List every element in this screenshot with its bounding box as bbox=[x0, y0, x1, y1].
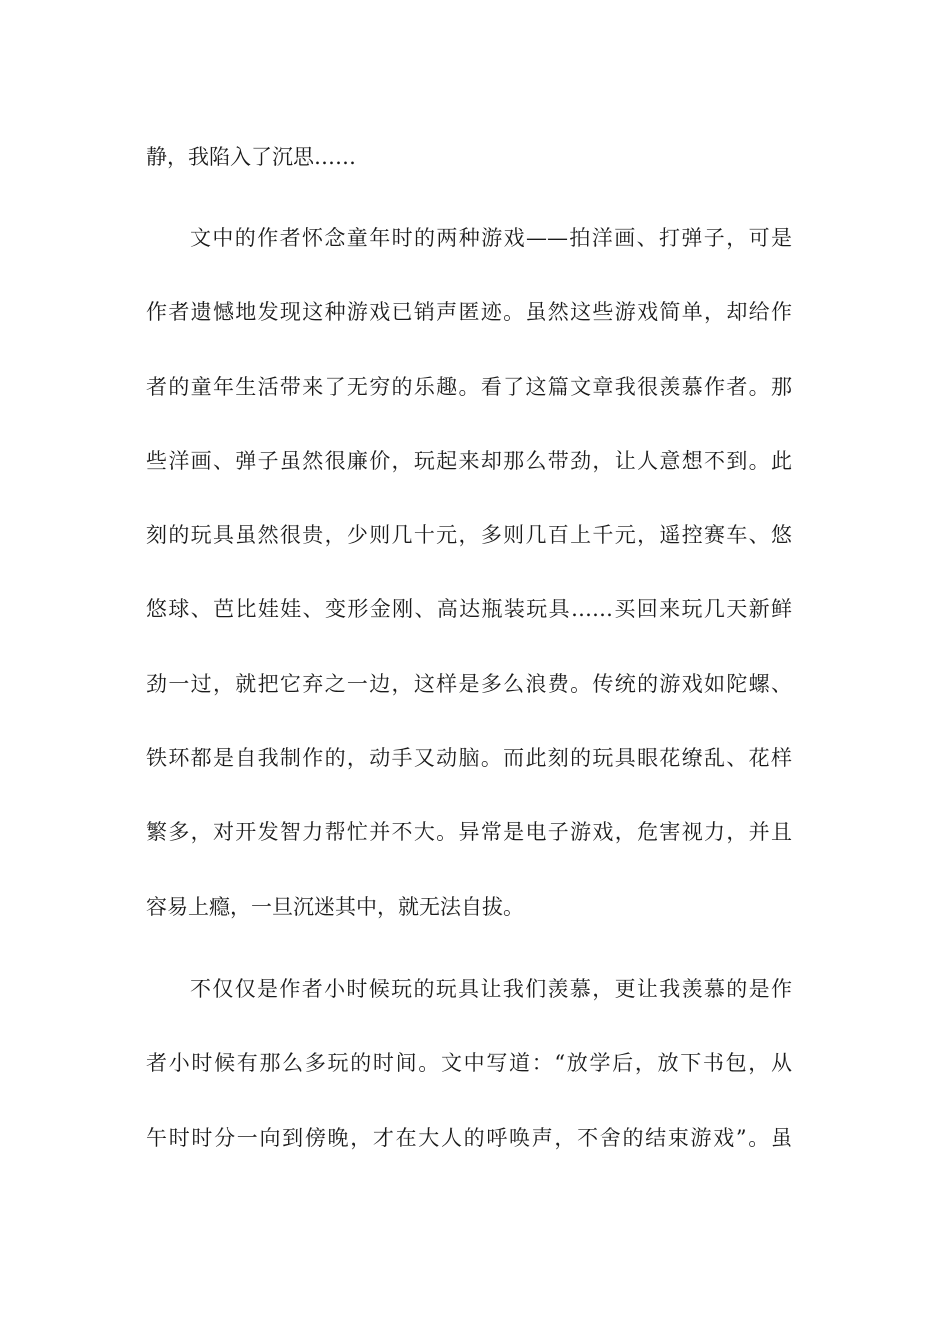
paragraph-1-line-4: 些洋画、弹子虽然很廉价，玩起来却那么带劲，让人意想不到。此 bbox=[146, 449, 792, 473]
paragraph-1-line-2: 作者遗憾地发现这种游戏已销声匿迹。虽然这些游戏简单，却给作 bbox=[146, 300, 792, 324]
paragraph-1-line-3: 者的童年生活带来了无穷的乐趣。看了这篇文章我很羡慕作者。那 bbox=[146, 375, 792, 399]
paragraph-2-line-3: 午时时分一向到傍晚，才在大人的呼唤声，不舍的结束游戏”。虽 bbox=[146, 1126, 792, 1150]
paragraph-1-line-10: 容易上瘾，一旦沉迷其中，就无法自拔。 bbox=[146, 895, 524, 919]
paragraph-1-line-7: 劲一过，就把它弃之一边，这样是多么浪费。传统的游戏如陀螺、 bbox=[146, 672, 792, 696]
text-line-1: 静，我陷入了沉思…… bbox=[146, 145, 356, 169]
paragraph-1-line-1: 文中的作者怀念童年时的两种游戏——拍洋画、打弹子，可是 bbox=[190, 226, 792, 250]
paragraph-2-line-1: 不仅仅是作者小时候玩的玩具让我们羡慕，更让我羡慕的是作 bbox=[190, 977, 792, 1001]
paragraph-2-line-2: 者小时候有那么多玩的时间。文中写道：“放学后，放下书包，从 bbox=[146, 1051, 792, 1075]
paragraph-1-line-5: 刻的玩具虽然很贵，少则几十元，多则几百上千元，遥控赛车、悠 bbox=[146, 523, 792, 547]
paragraph-1-line-9: 繁多，对开发智力帮忙并不大。异常是电子游戏，危害视力，并且 bbox=[146, 820, 792, 844]
paragraph-1-line-6: 悠球、芭比娃娃、变形金刚、高达瓶装玩具……买回来玩几天新鲜 bbox=[146, 597, 792, 621]
paragraph-1-line-8: 铁环都是自我制作的，动手又动脑。而此刻的玩具眼花缭乱、花样 bbox=[146, 746, 792, 770]
